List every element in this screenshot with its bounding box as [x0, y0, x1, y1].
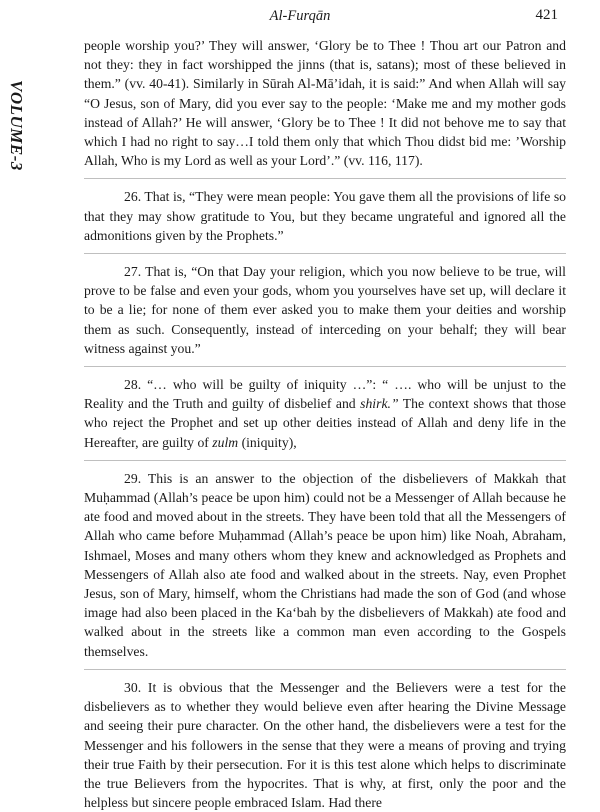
note-26: 26. That is, “They were mean people: You gave them all the provisions of life so that they may show gratitude to You, but they became ungrateful and ignored all the admonitions given by the Prophets.” — [84, 189, 566, 243]
note-27: 27. That is, “On that Day your religion, which you now believe to be true, will prove to be false and even your gods, whom you yourselves have set up, will declare it to be a lie; for none of them ever asked you to make them your deities and worship them as such. Consequently, instead of interceding on your behalf; they will bear witness against you.” — [84, 264, 566, 356]
page-body — [84, 36, 566, 812]
note-divider — [84, 178, 566, 179]
volume-side-label: VOLUME-3 — [7, 80, 26, 171]
note-28-italic-shirk: shirk.” — [360, 396, 399, 412]
running-title: Al-Furqān — [269, 8, 331, 24]
note-divider — [84, 460, 566, 461]
note-28-part-a: 28. “… who will be guilty of iniquity …”: “ …. who will be unjust to the Reality and the Truth and guilty of disbelief and — [84, 377, 566, 412]
note-28-part-c: (iniquity), — [238, 434, 297, 450]
note-28-part-b: The context shows that those who reject the Prophet and set up other deities instead of Allah and deny life in the Hereafter, are guilty of — [84, 396, 566, 450]
note-30: 30. It is obvious that the Messenger and the Believers were a test for the disbelievers as to whether they would believe even after hearing the Divine Message and seeing their pure character. On the other hand, the disbelievers were a test for the Messenger and his followers in the sense that they were a means of proving and trying their true Faith by their persecution. For it is this test alone which helps to discriminate the true Believers from the hypocrites. That is why, at first, only the poor and the helpless but sincere people embraced Islam. Had there — [84, 679, 566, 811]
note-divider — [84, 253, 566, 254]
note-29: 29. This is an answer to the objection of the disbelievers of Makkah that Muḥammad (Allah’s peace be upon him) could not be a Messenger of Allah because he ate food and moved about in the streets. They have been told that all the Messengers of Allah who came before Muḥammad (Allah’s peace be upon him) like Noah, Abraham, Ishmael, Moses and many others whom they knew and acknowledged as Prophets and Messengers of Allah also ate food and walked about in the streets. Nay, even Prophet Jesus, son of Mary, himself, whom the Christians had made the son of God (and whose image had also been placed in the Ka‘bah by the disbelievers of Makkah) ate food and walked about in the streets like a common man even according to the Gospels themselves. — [84, 470, 566, 659]
note-divider — [84, 669, 566, 670]
note-28-italic-zulm: zulm — [212, 434, 239, 450]
note-divider — [84, 366, 566, 367]
intro-paragraph: people worship you?’ They will answer, ‘Glory be to Thee ! Thou art our Patron and not they: they in fact worshipped the jinns (that is, satans); most of these believed in them.” (vv. 40-41). Similarly in Sūrah Al-Mā’idah, it is said:” And when Allah will say “O Jesus, son of Mary, did you ever say to the people: ‘Make me and my mother gods instead of Allah?’ He will answer, ‘Glory be to Thee ! It did not behove me to say that which I had no right to say…I told them only that which Thou didst bid me: ’Worship Allah, Who is my Lord as well as your Lord’.” (vv. 116, 117). — [84, 38, 566, 169]
note-28 — [84, 375, 566, 452]
page-number: 421 — [535, 7, 558, 23]
